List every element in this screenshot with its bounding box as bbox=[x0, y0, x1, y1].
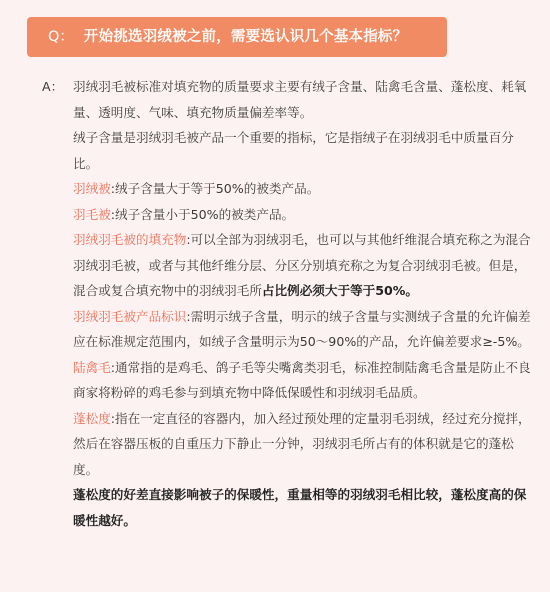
fill-power-label: 蓬松度 bbox=[73, 410, 111, 426]
product-label-paragraph bbox=[73, 304, 532, 355]
down-quilt-text: :绒子含量大于等于50%的被类产品。 bbox=[110, 181, 320, 196]
conclusion-paragraph: 蓬松度的好差直接影响被子的保暖性，重量相等的羽绒羽毛相比较，蓬松度高的保暖性越好。 bbox=[73, 487, 527, 528]
filling-paragraph bbox=[73, 227, 532, 304]
feather-quilt-text: :绒子含量小于50%的被类产品。 bbox=[110, 206, 295, 222]
land-fowl-paragraph bbox=[73, 355, 532, 406]
product-label-text: :需明示绒子含量，明示的绒子含量与实测绒子含量的允许偏差应在标准规定范围内，如绒子含量明示为50～90%的产品，允许偏差要求≥-5%。 bbox=[73, 308, 531, 349]
fill-power-text: :指在一定直径的容器内，加入经过预处理的定量羽毛羽绒，经过充分搅拌，然后在容器压板的自重压力下静止一分钟，羽绒羽毛所占有的体积就是它的蓬松度。 bbox=[73, 410, 531, 477]
filling-label: 羽绒羽毛被的填充物 bbox=[73, 232, 187, 247]
down-quilt-label: 羽绒被 bbox=[73, 181, 111, 196]
filling-text: :可以全部为羽绒羽毛，也可以与其他纤维混合填充称之为混合羽绒羽毛被，或者与其他纤维分层、分区分别填充称之为复合羽绒羽毛被。但是，混合或复合填充物中的羽绒羽毛所 bbox=[73, 232, 531, 298]
feather-quilt-paragraph bbox=[73, 202, 532, 228]
feather-quilt-label: 羽毛被 bbox=[73, 206, 111, 222]
answer-prefix: A： bbox=[42, 79, 64, 94]
answer-body bbox=[73, 74, 532, 533]
question-text: 开始挑选羽绒被之前，需要选认识几个基本指标？ bbox=[83, 29, 408, 45]
product-label-label: 羽绒羽毛被产品标识 bbox=[73, 308, 187, 324]
question-prefix: Q： bbox=[48, 29, 74, 45]
answer-block bbox=[42, 74, 532, 533]
intro-paragraph: 羽绒羽毛被标准对填充物的质量要求主要有绒子含量、陆禽毛含量、蓬松度、耗氧量、透明度、气味、填充物质量偏差率等。 bbox=[73, 79, 527, 120]
question-banner bbox=[27, 17, 447, 57]
filling-bold-text: 占比例必须大于等于50%。 bbox=[261, 283, 418, 298]
land-fowl-label: 陆禽毛 bbox=[73, 359, 111, 375]
fill-power-paragraph bbox=[73, 406, 532, 483]
down-content-paragraph: 绒子含量是羽绒羽毛被产品一个重要的指标，它是指绒子在羽绒羽毛中质量百分比。 bbox=[73, 130, 514, 171]
down-quilt-paragraph bbox=[73, 176, 532, 202]
land-fowl-text: :通常指的是鸡毛、鸽子毛等尖嘴禽类羽毛，标准控制陆禽毛含量是防止不良商家将粉碎的鸡毛参与到填充物中降低保暖性和羽绒羽毛品质。 bbox=[73, 359, 531, 400]
